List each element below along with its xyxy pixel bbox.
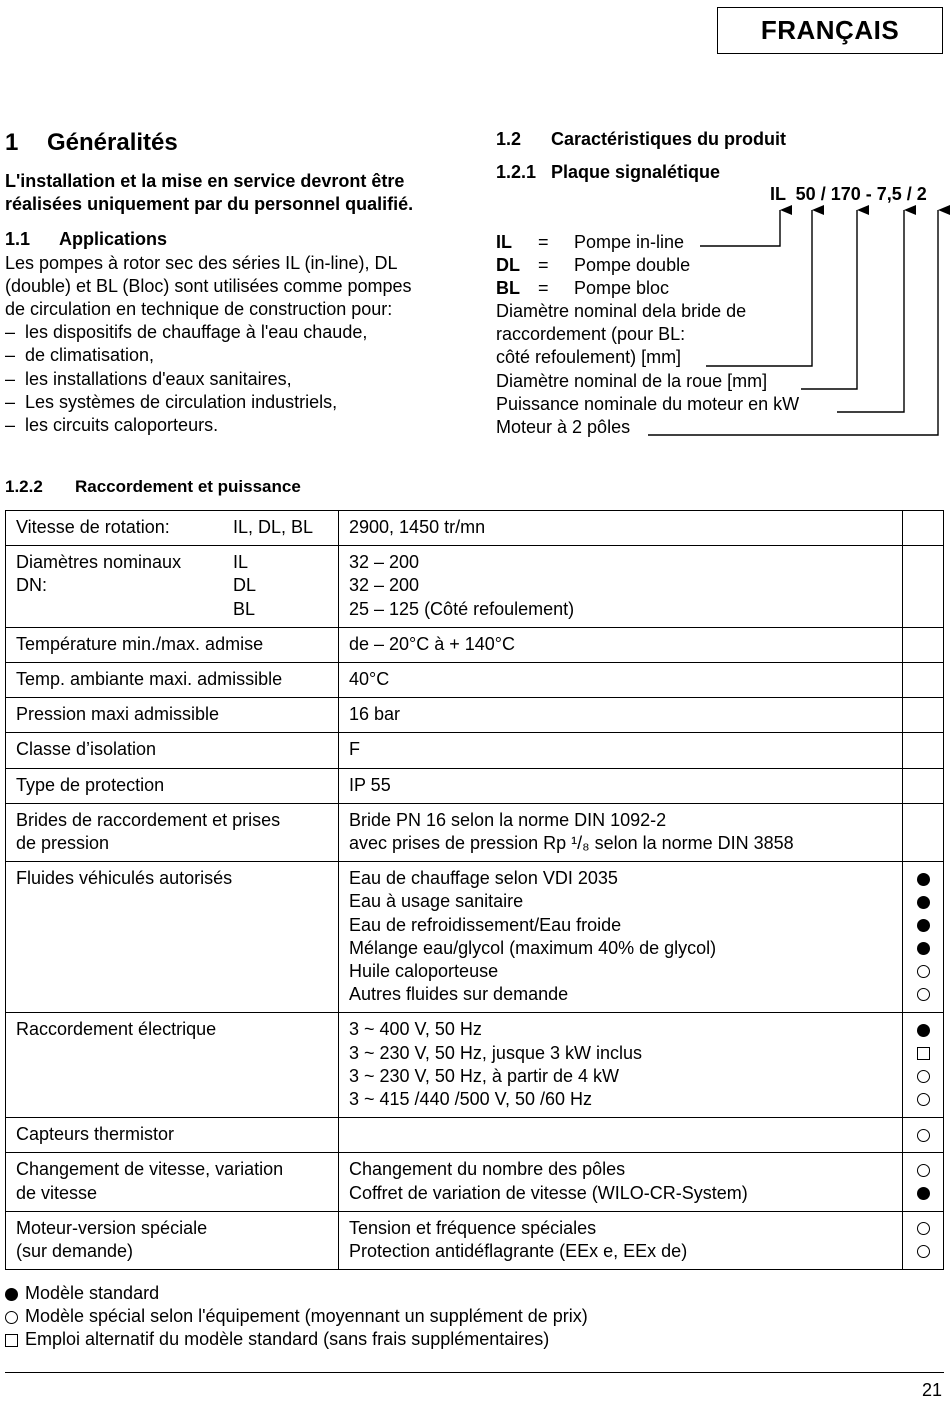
legend-dl bbox=[496, 254, 690, 277]
symbol-slot bbox=[913, 1217, 933, 1240]
intro-line: L'installation et la mise en service devront être bbox=[5, 171, 405, 191]
row-label: Capteurs thermistor bbox=[6, 1118, 339, 1153]
symbol-slot bbox=[913, 1182, 933, 1205]
value-line: Eau de chauffage selon VDI 2035 bbox=[349, 868, 618, 889]
label-text: DN: bbox=[16, 575, 47, 596]
legend-abbr: IL bbox=[496, 232, 512, 252]
legend-text: Pompe bloc bbox=[574, 278, 670, 298]
filled-circle-icon bbox=[917, 919, 930, 932]
list-item-text: les installations d'eaux sanitaires, bbox=[25, 368, 292, 389]
value-line: Autres fluides sur demande bbox=[349, 984, 569, 1005]
label-text: Moteur-version spéciale bbox=[16, 1217, 208, 1238]
symbol-slot bbox=[913, 960, 933, 983]
row-symbols bbox=[903, 803, 944, 861]
section-1-heading bbox=[5, 128, 465, 158]
intro-warning bbox=[5, 170, 465, 216]
row-symbols bbox=[903, 1013, 944, 1118]
empty-circle-icon bbox=[917, 965, 930, 978]
value-line: Tension et fréquence spéciales bbox=[349, 1217, 597, 1238]
row-symbols bbox=[903, 698, 944, 733]
row-value bbox=[339, 511, 903, 546]
row-value: 40°C bbox=[339, 663, 903, 698]
filled-circle-icon bbox=[917, 896, 930, 909]
table-row bbox=[6, 733, 944, 768]
value-line: 25 – 125 (Côté refoulement) bbox=[349, 598, 575, 619]
row-symbols bbox=[903, 862, 944, 1013]
footer-rule bbox=[5, 1372, 944, 1373]
row-symbols bbox=[903, 733, 944, 768]
value-line: Eau de refroidissement/Eau froide bbox=[349, 914, 622, 935]
legend-line: Puissance nominale du moteur en kW bbox=[496, 394, 800, 414]
section-caracteristiques bbox=[496, 128, 946, 184]
symbol-slot bbox=[913, 1088, 933, 1111]
row-symbols bbox=[903, 663, 944, 698]
value-line: Bride PN 16 selon la norme DIN 1092-2 bbox=[349, 809, 667, 830]
legend-line: Diamètre nominal dela bride de bbox=[496, 301, 747, 321]
empty-circle-icon bbox=[917, 1245, 930, 1258]
row-value: 16 bar bbox=[339, 698, 903, 733]
symbol-slot bbox=[913, 1158, 933, 1181]
row-value bbox=[339, 546, 903, 628]
row-label: Pression maxi admissible bbox=[6, 698, 339, 733]
legend-line: raccordement (pour BL: bbox=[496, 324, 686, 344]
value-line: 3 ~ 415 /440 /500 V, 50 /60 Hz bbox=[349, 1089, 593, 1110]
symbol-slot bbox=[913, 867, 933, 890]
dash: – bbox=[5, 368, 16, 389]
row-label bbox=[6, 803, 339, 861]
section-1-1-number: 1.1 bbox=[5, 229, 31, 250]
value-line: Protection antidéflagrante (EEx e, EEx de) bbox=[349, 1241, 688, 1262]
applications-text bbox=[5, 252, 465, 322]
value-line: 2900, 1450 tr/mn bbox=[349, 517, 486, 537]
symbol-slot bbox=[913, 890, 933, 913]
legend-text: Pompe in-line bbox=[574, 232, 685, 252]
empty-circle-icon bbox=[917, 1164, 930, 1177]
section-1-2-2-heading bbox=[5, 477, 301, 497]
empty-circle-icon bbox=[917, 1129, 930, 1142]
value-line: avec prises de pression Rp ¹/₈ selon la norme DIN 3858 bbox=[349, 833, 794, 854]
row-value: F bbox=[339, 733, 903, 768]
filled-circle-icon bbox=[917, 942, 930, 955]
symbol-slot bbox=[913, 1018, 933, 1041]
row-symbols bbox=[903, 768, 944, 803]
row-label: Température min./max. admise bbox=[6, 627, 339, 662]
list-item-text: Les systèmes de circulation industriels, bbox=[25, 391, 338, 412]
dash: – bbox=[5, 345, 16, 366]
symbol-slot bbox=[913, 1240, 933, 1263]
connector-roue bbox=[801, 210, 857, 389]
filled-circle-icon bbox=[5, 1288, 18, 1301]
symbol-slot bbox=[913, 1123, 933, 1146]
legend-eq: = bbox=[538, 278, 549, 298]
label-text: Changement de vitesse, variation bbox=[16, 1159, 284, 1180]
legend-line: côté refoulement) [mm] bbox=[496, 347, 682, 367]
label-text: Brides de raccordement et prises bbox=[16, 809, 281, 830]
row-symbols bbox=[903, 1153, 944, 1211]
list-item-text: de climatisation, bbox=[25, 345, 155, 366]
label-sub: DL bbox=[233, 575, 257, 596]
list-item bbox=[5, 368, 465, 391]
empty-square-icon bbox=[917, 1047, 930, 1060]
dash: – bbox=[5, 391, 16, 412]
connector-dn bbox=[706, 210, 812, 366]
table-row bbox=[6, 1211, 944, 1269]
table-row bbox=[6, 862, 944, 1013]
section-1-2-1-heading bbox=[496, 161, 946, 184]
spec-table bbox=[5, 510, 944, 1270]
value-line: 3 ~ 230 V, 50 Hz, jusque 3 kW inclus bbox=[349, 1042, 643, 1063]
list-item bbox=[5, 391, 465, 414]
value-line: Changement du nombre des pôles bbox=[349, 1159, 626, 1180]
empty-circle-icon bbox=[917, 988, 930, 1001]
filled-circle-icon bbox=[917, 1187, 930, 1200]
legend-eq: = bbox=[538, 232, 549, 252]
table-row bbox=[6, 511, 944, 546]
text-line: (double) et BL (Bloc) sont utilisées comme pompes bbox=[5, 275, 412, 296]
type-code: IL 50 / 170 - 7,5 / 2 bbox=[770, 184, 927, 204]
section-1-2-2-number: 1.2.2 bbox=[5, 477, 43, 496]
legend-bl bbox=[496, 277, 669, 300]
row-value bbox=[339, 1013, 903, 1118]
list-item-text: les circuits caloporteurs. bbox=[25, 415, 219, 436]
section-1-1-title: Applications bbox=[59, 229, 168, 250]
section-1-2-heading bbox=[496, 128, 946, 151]
table-row bbox=[6, 698, 944, 733]
table-row bbox=[6, 1118, 944, 1153]
value-line: 3 ~ 400 V, 50 Hz bbox=[349, 1019, 482, 1040]
section-1-2-title: Caractéristiques du produit bbox=[551, 129, 787, 149]
row-symbols bbox=[903, 511, 944, 546]
table-row bbox=[6, 768, 944, 803]
label-text: (sur demande) bbox=[16, 1241, 134, 1262]
label-text: de vitesse bbox=[16, 1182, 98, 1203]
table-row bbox=[6, 1013, 944, 1118]
table-row bbox=[6, 627, 944, 662]
empty-circle-icon bbox=[917, 1093, 930, 1106]
row-symbols bbox=[903, 1118, 944, 1153]
section-1-number: 1 bbox=[5, 129, 19, 156]
label-sub: IL bbox=[233, 552, 249, 573]
row-label: Raccordement électrique bbox=[6, 1013, 339, 1118]
legend-item bbox=[5, 1282, 588, 1305]
value-line: Coffret de variation de vitesse (WILO-CR-System) bbox=[349, 1182, 748, 1203]
section-1-2-1-title: Plaque signalétique bbox=[551, 162, 721, 183]
legend-line: Diamètre nominal de la roue [mm] bbox=[496, 371, 768, 391]
row-label: Classe d’isolation bbox=[6, 733, 339, 768]
legend-abbr: DL bbox=[496, 255, 520, 275]
symbol-slot bbox=[913, 1042, 933, 1065]
row-label: Type de protection bbox=[6, 768, 339, 803]
row-symbols bbox=[903, 1211, 944, 1269]
empty-circle-icon bbox=[917, 1222, 930, 1235]
legend-item-text: Modèle spécial selon l'équipement (moyennant un supplément de prix) bbox=[25, 1306, 588, 1327]
label-text: de pression bbox=[16, 833, 110, 854]
row-label: Temp. ambiante maxi. admissible bbox=[6, 663, 339, 698]
row-label bbox=[6, 1153, 339, 1211]
table-row bbox=[6, 663, 944, 698]
label-text: Diamètres nominaux bbox=[16, 552, 182, 573]
list-item-text: les dispositifs de chauffage à l'eau chaude, bbox=[25, 322, 368, 343]
label-text: Vitesse de rotation: bbox=[16, 517, 170, 537]
row-value bbox=[339, 1118, 903, 1153]
row-value bbox=[339, 862, 903, 1013]
filled-circle-icon bbox=[917, 873, 930, 886]
value-line: Eau à usage sanitaire bbox=[349, 891, 524, 912]
row-value bbox=[339, 1153, 903, 1211]
table-row bbox=[6, 803, 944, 861]
legend-item bbox=[5, 1305, 588, 1328]
row-value: de – 20°C à + 140°C bbox=[339, 627, 903, 662]
legend-item bbox=[5, 1328, 588, 1351]
value-line: 32 – 200 bbox=[349, 575, 420, 596]
value-line: Mélange eau/glycol (maximum 40% de glycol) bbox=[349, 937, 717, 958]
empty-square-icon bbox=[5, 1334, 18, 1347]
intro-line: réalisées uniquement par du personnel qualifié. bbox=[5, 194, 414, 215]
legend-abbr: BL bbox=[496, 278, 520, 298]
row-symbols bbox=[903, 546, 944, 628]
row-label bbox=[6, 1211, 339, 1269]
language-label: FRANÇAIS bbox=[717, 7, 943, 54]
page-number: 21 bbox=[921, 1380, 942, 1400]
legend-eq: = bbox=[538, 255, 549, 275]
section-1-1-heading bbox=[5, 228, 465, 251]
legend-text: Pompe double bbox=[574, 255, 691, 275]
text-line: Les pompes à rotor sec des séries IL (in-line), DL bbox=[5, 252, 398, 273]
value-line: 32 – 200 bbox=[349, 552, 420, 573]
empty-circle-icon bbox=[5, 1311, 18, 1324]
section-1-2-number: 1.2 bbox=[496, 129, 522, 149]
section-1-title: Généralités bbox=[47, 129, 178, 156]
section-generalites bbox=[5, 128, 465, 437]
legend-item-text: Modèle standard bbox=[25, 1283, 160, 1303]
row-label bbox=[6, 546, 339, 628]
value-line: 3 ~ 230 V, 50 Hz, à partir de 4 kW bbox=[349, 1065, 619, 1086]
row-value bbox=[339, 1211, 903, 1269]
label-sub: BL bbox=[233, 598, 256, 619]
section-1-2-1-number: 1.2.1 bbox=[496, 162, 537, 183]
table-row bbox=[6, 546, 944, 628]
label-sub: IL, DL, BL bbox=[233, 517, 314, 537]
applications-list bbox=[5, 321, 465, 437]
list-item bbox=[5, 414, 465, 437]
dash: – bbox=[5, 322, 16, 343]
row-label bbox=[6, 511, 339, 546]
symbol-slot bbox=[913, 1065, 933, 1088]
symbol-slot bbox=[913, 914, 933, 937]
symbol-slot bbox=[913, 937, 933, 960]
row-value bbox=[339, 803, 903, 861]
row-symbols bbox=[903, 627, 944, 662]
legend-line: Moteur à 2 pôles bbox=[496, 417, 631, 437]
symbol-legend bbox=[5, 1282, 588, 1352]
section-1-2-2-title: Raccordement et puissance bbox=[75, 477, 301, 496]
table-row bbox=[6, 1153, 944, 1211]
empty-circle-icon bbox=[917, 1070, 930, 1083]
connector-kw bbox=[837, 210, 904, 412]
text-line: de circulation en technique de construction pour: bbox=[5, 299, 393, 320]
legend-item-text: Emploi alternatif du modèle standard (sans frais supplémentaires) bbox=[25, 1329, 550, 1350]
connector-il bbox=[700, 210, 780, 246]
value-line: Huile caloporteuse bbox=[349, 961, 499, 982]
symbol-slot bbox=[913, 983, 933, 1006]
row-label: Fluides véhiculés autorisés bbox=[6, 862, 339, 1013]
dash: – bbox=[5, 415, 16, 436]
list-item bbox=[5, 344, 465, 367]
row-value: IP 55 bbox=[339, 768, 903, 803]
filled-circle-icon bbox=[917, 1024, 930, 1037]
legend-il bbox=[496, 231, 684, 254]
list-item bbox=[5, 321, 465, 344]
